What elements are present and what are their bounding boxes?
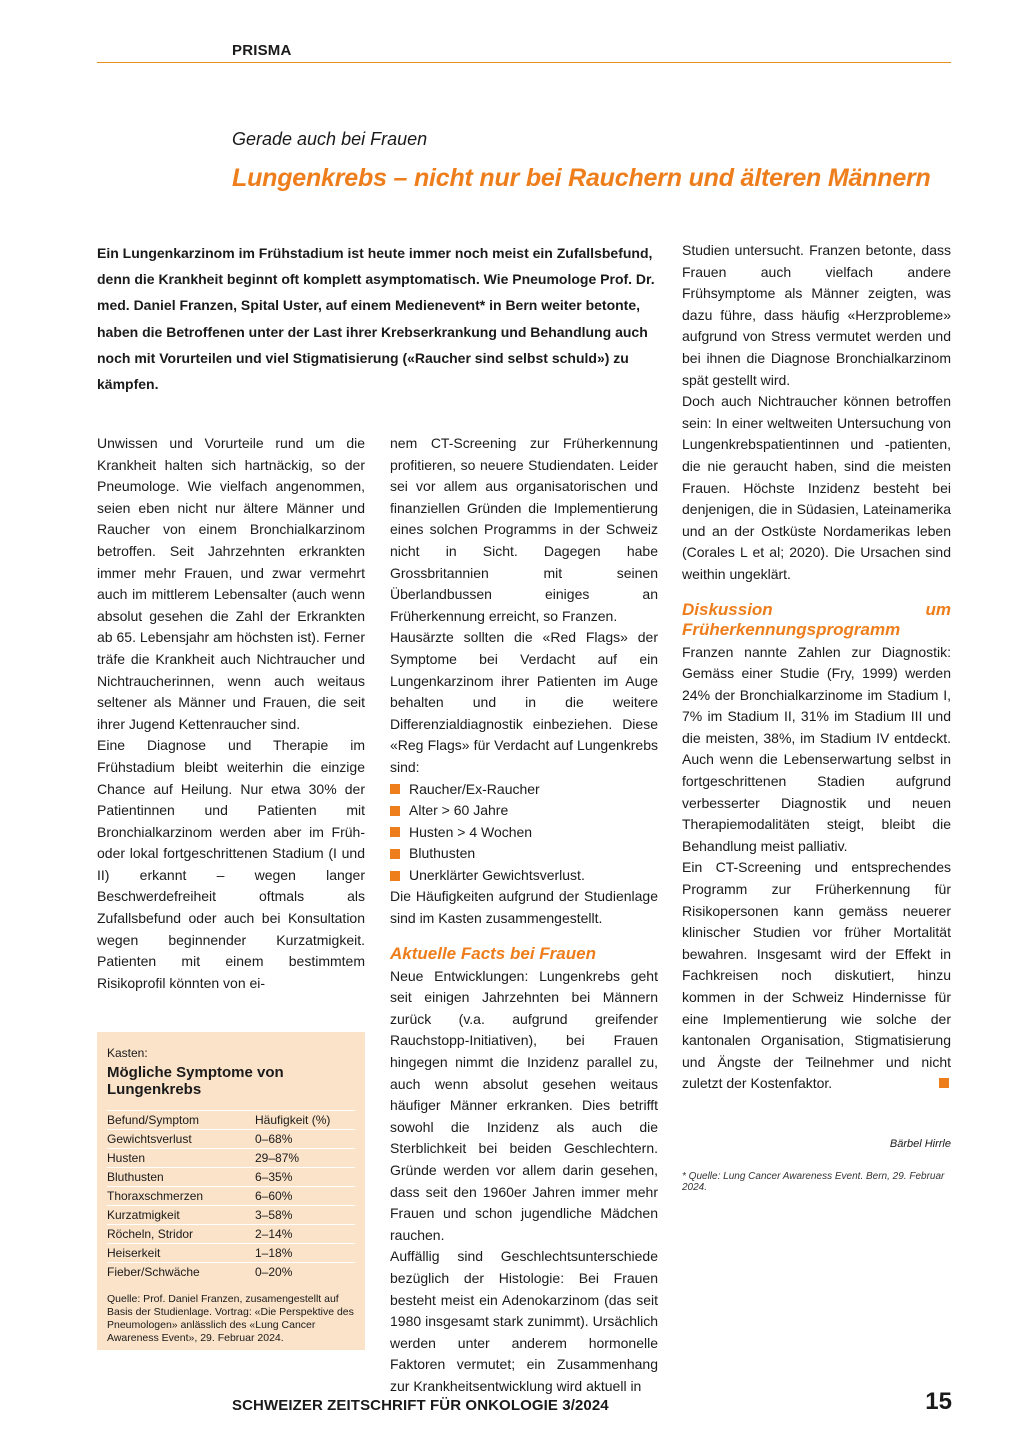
paragraph: Unwissen und Vorurteile rund um die Krankheit halten sich hartnäckig, so der Pneumologe. Wie vielfach angenommen, seien eben nicht nur ältere Männer und Raucher von einem Bronchialkarzinom betroffen. Seit Jahrzehnten erkrankten immer mehr Frauen, und zwar vermehrt auch im mittlerem Lebensalter (auch wenn absolut gesehen die Zahl der Erkrankten ab 65. Lebensjahr am höchsten ist). Ferner träfe die Krankheit auch Nichtraucher und Nichtraucherinnen, wenn auch weitaus seltener als Männer und Frauen, die seit ihrer Jugend Kettenraucher sind. xyxy=(97,435,365,732)
section-label: PRISMA xyxy=(232,42,292,59)
paragraph: Eine Diagnose und Therapie im Frühstadium bleibt weiterhin die einzige Chance auf Heilung. Nur etwa 30% der Patientinnen und Patienten mit Bronchialkarzinom werden aber im Früh- oder lokal fortgeschrittenen Stadium (I und II) erkannt – wegen langer Beschwerdefreiheit oftmals als Zufallsbefund oder auch bei Konsultation wegen beginnender Kurzatmigkeit. Patienten mit einem bestimmtem Risikoprofil könnten von ei- xyxy=(97,737,365,991)
red-flags-list xyxy=(390,779,658,887)
article-lead: Ein Lungenkarzinom im Frühstadium ist heute immer noch meist ein Zufallsbefund, denn die Krankheit beginnt oft komplett asymptomatisch. Wie Pneumologe Prof. Dr. med. Daniel Franzen, Spital Uster, auf einem Medienevent* in Bern weiter betonte, haben die Betroffenen unter der Last ihrer Krebserkrankung und Behandlung auch noch mit Vorurteilen und viel Stigmatisierung («Raucher sind selbst schuld») zu kämpfen. xyxy=(97,245,655,393)
symptoms-table xyxy=(107,1110,355,1281)
footnote: * Quelle: Lung Cancer Awareness Event. Bern, 29. Februar 2024. xyxy=(682,1171,945,1193)
list-item: Unerklärter Gewichtsverlust. xyxy=(390,865,658,887)
end-mark-icon xyxy=(939,1078,949,1088)
list-item: Alter > 60 Jahre xyxy=(390,800,658,822)
page-number: 15 xyxy=(925,1388,952,1415)
article-kicker: Gerade auch bei Frauen xyxy=(232,129,428,149)
column-1 xyxy=(97,433,365,994)
author-name: Bärbel Hirrle xyxy=(889,1138,951,1150)
paragraph: Doch auch Nichtraucher können betroffen sein: In einer weltweiten Untersuchung von Lungenkrebspatientinnen und -patienten, die nie geraucht haben, sind die meisten Frauen. Höchste Inzidenz besteht bei denjenigen, die in Südasien, Lateinamerika und an der Ostküste Nordamerikas leben (Corales L et al; 2020). Die Ursachen sind weithin ungeklärt. xyxy=(682,393,951,582)
bullet-square-icon xyxy=(390,871,400,881)
paragraph: Neue Entwicklungen: Lungenkrebs geht seit einigen Jahrzehnten bei Männern zurück (v.a. aufgrund greifender Rauchstopp-Initiativen), bei Frauen hingegen nimmt die Inzidenz parallel zu, auch wenn absolut gesehen weitaus häufiger Männer erkranken. Dies betrifft sowohl die Inzidenz als auch die Sterblichkeit bei beiden Geschlechtern. Gründe werden vor allem darin gesehen, dass seit den 1960er Jahren immer mehr Frauen und schon jugendliche Mädchen rauchen. xyxy=(390,967,658,1243)
box-source: Quelle: Prof. Daniel Franzen, zusamengestellt auf Basis der Studienlage. Vortrag: «Die Perspektive des Pneumologen» anlässlich des «Lung Cancer Awareness Event», 29. Februar 2024. xyxy=(107,1293,354,1344)
list-item: Raucher/Ex-Raucher xyxy=(390,779,658,801)
table-row: Heiserkeit 1–18% xyxy=(107,1244,355,1263)
table-row: Husten 29–87% xyxy=(107,1149,355,1168)
column-3 xyxy=(682,240,951,1095)
list-item: Husten > 4 Wochen xyxy=(390,822,658,844)
column-header: Häufigkeit (%) xyxy=(255,1111,355,1130)
paragraph: Ein CT-Screening und entsprechendes Programm zur Früherkennung für Risikopersonen kann gemäss neuerer klinischer Studien vor früher Mortalität bewahren. Insgesamt wird der Effekt in Fachkreisen noch diskutiert, hinzu kommen in der Schweiz Hindernisse für eine Implementierung wie solche der kantonalen Organisation, Stigmatisierung und Ängste der Teilnehmer und nicht zuletzt der Kostenfaktor. xyxy=(682,859,951,1092)
table-row: Röcheln, Stridor 2–14% xyxy=(107,1225,355,1244)
bullet-square-icon xyxy=(390,806,400,816)
table-row: Kurzatmigkeit 3–58% xyxy=(107,1206,355,1225)
journal-name: SCHWEIZER ZEITSCHRIFT FÜR ONKOLOGIE 3/2024 xyxy=(232,1397,609,1414)
table-row: Bluthusten 6–35% xyxy=(107,1168,355,1187)
subheading: Diskussion um Früherkennungsprogramm xyxy=(682,599,951,639)
table-row: Fieber/Schwäche 0–20% xyxy=(107,1263,355,1282)
box-label: Kasten: xyxy=(107,1046,148,1060)
bullet-square-icon xyxy=(390,784,400,794)
symptoms-box xyxy=(97,1032,365,1350)
subheading: Aktuelle Facts bei Frauen xyxy=(390,943,596,963)
paragraph: Die Häufigkeiten aufgrund der Studienlage sind im Kasten zusammengestellt. xyxy=(390,888,658,927)
table-row: Gewichtsverlust 0–68% xyxy=(107,1130,355,1149)
table-header-row xyxy=(107,1111,355,1130)
paragraph: nem CT-Screening zur Früherkennung profitieren, so neuere Studiendaten. Leider sei vor allem aus organisatorischen und finanziellen Gründen die Implementierung eines solchen Programms in der Schweiz nicht in Sicht. Dagegen habe Grossbritannien mit seinen Überlandbussen einiges an Früherkennung erreicht, so Franzen. xyxy=(390,435,658,624)
list-item: Bluthusten xyxy=(390,843,658,865)
paragraph: Hausärzte sollten die «Red Flags» der Symptome bei Verdacht auf ein Lungenkarzinom ihrer Patienten im Auge behalten und in die weitere Differenzialdiagnostik einbeziehen. Diese «Reg Flags» für Verdacht auf Lungenkrebs sind: xyxy=(390,629,658,775)
column-header: Befund/Symptom xyxy=(107,1111,255,1130)
article-title: Lungenkrebs – nicht nur bei Rauchern und älteren Männern xyxy=(232,164,931,192)
column-2 xyxy=(390,433,658,1398)
box-title: Mögliche Symptome von Lungenkrebs xyxy=(107,1064,284,1098)
paragraph: Studien untersucht. Franzen betonte, dass Frauen auch vielfach andere Frühsymptome als Männer zeigten, was dazu führe, dass häufig «Herzprobleme» aufgrund von Stress vermutet werden und bei ihnen die Diagnose Bronchialkarzinom spät gestellt wird. xyxy=(682,242,951,388)
paragraph: Auffällig sind Geschlechtsunterschiede bezüglich der Histologie: Bei Frauen besteht meist ein Adenokarzinom (das seit 1980 insgesamt stark zunimmt). Ursächlich werden unter anderem hormonelle Faktoren vermutet; ein Zusammenhang zur Krankheitsentwicklung wird aktuell in xyxy=(390,1248,658,1394)
paragraph: Franzen nannte Zahlen zur Diagnostik: Gemäss einer Studie (Fry, 1999) werden 24% der Bronchialkarzinome im Stadium I, 7% im Stadium II, 31% im Stadium III und die meisten, 38%, im Stadium IV entdeckt. Auch wenn die Lebenserwartung selbst in fortgeschrittenen Stadien aufgrund verbesserter Diagnostik und neuen Therapiemodalitäten steigt, bleibt die Behandlung meist palliativ. xyxy=(682,643,951,854)
header-rule xyxy=(97,62,951,63)
bullet-square-icon xyxy=(390,827,400,837)
table-row: Thoraxschmerzen 6–60% xyxy=(107,1187,355,1206)
bullet-square-icon xyxy=(390,849,400,859)
